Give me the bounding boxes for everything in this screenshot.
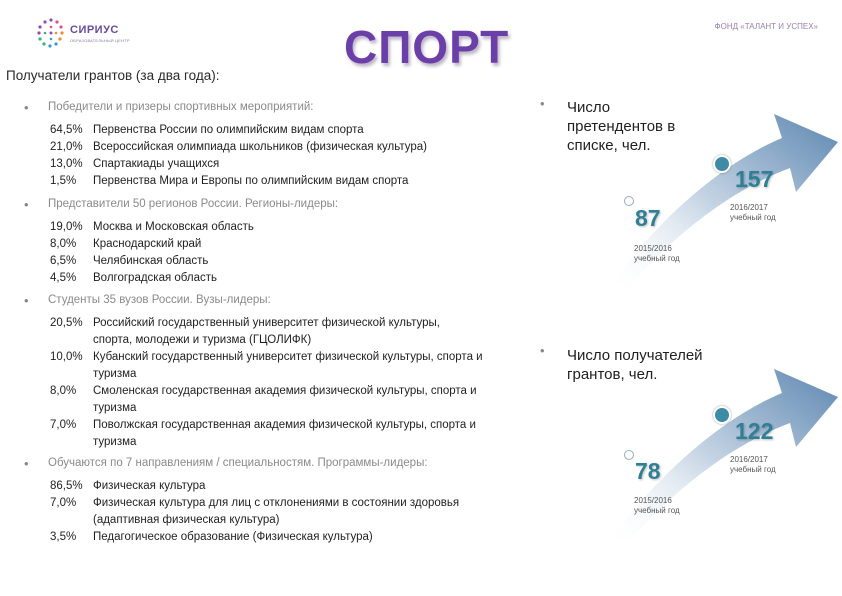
row-text: Физическая культура [93, 480, 206, 492]
list-item [50, 495, 510, 529]
list-item [50, 139, 520, 156]
list-item [50, 417, 520, 451]
row-percent: 13,0% [50, 158, 83, 170]
year-label [730, 203, 776, 223]
row-percent: 10,0% [50, 351, 83, 363]
row-percent: 86,5% [50, 480, 83, 492]
row-text: Поволжская государственная академия физической культуры, спорта и туризма [93, 419, 476, 448]
row-percent: 7,0% [50, 419, 77, 431]
year-label [730, 455, 776, 475]
list-item [50, 236, 520, 253]
marker-dot [624, 196, 634, 206]
row-text: Российский государственный университет физической культуры, спорта, молодежи и туризма (ГЦОЛИФК) [93, 317, 440, 346]
row-text: Краснодарский край [93, 238, 202, 250]
row-percent: 21,0% [50, 141, 83, 153]
list-item [50, 529, 510, 546]
bullet-icon: • [24, 197, 29, 212]
year-text: 2016/2017 [730, 455, 768, 464]
row-percent: 20,5% [50, 317, 83, 329]
section-heading: Обучаются по 7 направлениям / специальностям. Программы-лидеры: [48, 457, 428, 469]
row-percent: 1,5% [50, 175, 77, 187]
year-label [634, 244, 680, 264]
row-percent: 6,5% [50, 255, 77, 267]
stat-value-2016: 122 [735, 418, 774, 444]
stat-value-2015: 78 [635, 458, 661, 484]
row-text: Челябинская область [93, 255, 209, 267]
list-item [50, 315, 520, 349]
year-text: учебный год [634, 506, 680, 515]
bullet-icon: • [24, 293, 29, 308]
stat-label: Число получателей грантов, чел. [567, 347, 703, 383]
section-list [50, 315, 520, 451]
row-percent: 4,5% [50, 272, 77, 284]
year-text: учебный год [634, 254, 680, 263]
year-label [634, 496, 680, 516]
bullet-icon: • [540, 96, 545, 111]
row-text: Волгоградская область [93, 272, 217, 284]
section-heading: Студенты 35 вузов России. Вузы-лидеры: [48, 294, 271, 306]
row-text: Кубанский государственный университет физической культуры, спорта и туризма [93, 351, 483, 380]
page-subtitle: Получатели грантов (за два года): [6, 68, 220, 83]
row-percent: 7,0% [50, 497, 77, 509]
row-text: Первенства России по олимпийским видам спорта [93, 124, 364, 136]
bullet-icon: • [540, 343, 545, 358]
section-list [50, 122, 520, 190]
section-heading: Победители и призеры спортивных мероприятий: [48, 101, 314, 113]
row-percent: 8,0% [50, 238, 77, 250]
section-list [50, 219, 520, 287]
list-item [50, 156, 520, 173]
stat-value-2015: 87 [635, 205, 661, 231]
list-item [50, 173, 520, 190]
marker-dot [624, 450, 634, 460]
row-text: Спартакиады учащихся [93, 158, 220, 170]
stat-value-2016: 157 [735, 166, 774, 192]
marker-dot [713, 155, 731, 173]
list-item [50, 219, 520, 236]
fund-name: ФОНД «ТАЛАНТ И УСПЕХ» [714, 22, 818, 31]
logo-subtitle: ОБРАЗОВАТЕЛЬНЫЙ ЦЕНТР [70, 38, 130, 43]
section-heading: Представители 50 регионов России. Регионы-лидеры: [48, 198, 339, 210]
list-item [50, 383, 520, 417]
list-item [50, 349, 520, 383]
row-text: Москва и Московская область [93, 221, 254, 233]
row-percent: 8,0% [50, 385, 77, 397]
row-percent: 64,5% [50, 124, 83, 136]
row-text: Всероссийская олимпиада школьников (физическая культура) [93, 141, 427, 153]
bullet-icon: • [24, 456, 29, 471]
logo-name: СИРИУС [70, 24, 119, 36]
year-text: 2016/2017 [730, 203, 768, 212]
list-item [50, 122, 520, 139]
row-percent: 19,0% [50, 221, 83, 233]
stat-label: Число претендентов в списке, чел. [567, 99, 676, 154]
row-text: Первенства Мира и Европы по олимпийским видам спорта [93, 175, 409, 187]
row-text: Смоленская государственная академия физической культуры, спорта и туризма [93, 385, 477, 414]
section-list [50, 478, 510, 546]
marker-dot [713, 406, 731, 424]
year-text: учебный год [730, 213, 776, 222]
year-text: учебный год [730, 465, 776, 474]
list-item [50, 478, 510, 495]
page-title: СПОРТ [344, 21, 510, 73]
list-item [50, 253, 520, 270]
row-percent: 3,5% [50, 531, 77, 543]
bullet-icon: • [24, 100, 29, 115]
year-text: 2015/2016 [634, 244, 672, 253]
year-text: 2015/2016 [634, 496, 672, 505]
list-item [50, 270, 520, 287]
row-text: Физическая культура для лиц с отклонениями в состоянии здоровья (адаптивная физическая культура) [93, 497, 460, 526]
row-text: Педагогическое образование (Физическая культура) [93, 531, 373, 543]
